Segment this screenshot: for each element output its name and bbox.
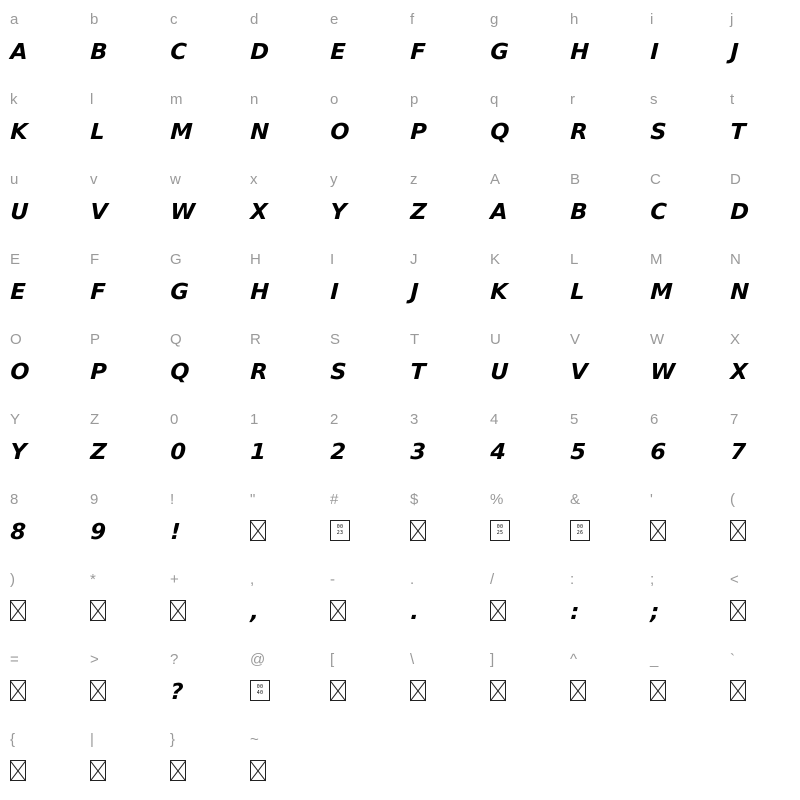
glyph-char-label: ; bbox=[650, 571, 655, 588]
glyph-char-label: V bbox=[570, 331, 581, 348]
glyph-char-label: . bbox=[410, 571, 415, 588]
glyph-cell bbox=[480, 400, 560, 480]
glyph-cell bbox=[160, 240, 240, 320]
missing-glyph-box-icon bbox=[170, 760, 186, 781]
glyph-cell bbox=[240, 320, 320, 400]
glyph-sample: 6 bbox=[649, 440, 667, 465]
glyph-char-label: Y bbox=[10, 411, 21, 428]
glyph-cell bbox=[80, 640, 160, 720]
glyph-cell bbox=[320, 0, 400, 80]
glyph-char-label: O bbox=[10, 331, 22, 348]
glyph-sample: W bbox=[649, 360, 677, 385]
glyph-char-label: > bbox=[90, 651, 99, 668]
glyph-cell bbox=[240, 400, 320, 480]
glyph-cell bbox=[720, 720, 800, 800]
glyph-char-label: < bbox=[730, 571, 739, 588]
glyph-sample: 8 bbox=[9, 520, 27, 545]
glyph-cell bbox=[480, 720, 560, 800]
missing-glyph-box-icon bbox=[10, 760, 26, 781]
glyph-cell bbox=[720, 480, 800, 560]
glyph-cell bbox=[80, 320, 160, 400]
glyph-char-label: p bbox=[410, 91, 419, 108]
glyph-sample: : bbox=[569, 600, 581, 625]
glyph-cell bbox=[400, 80, 480, 160]
glyph-cell bbox=[640, 240, 720, 320]
glyph-cell bbox=[320, 320, 400, 400]
glyph-cell bbox=[320, 560, 400, 640]
glyph-char-label: Q bbox=[170, 331, 182, 348]
glyph-char-label: c bbox=[170, 11, 178, 28]
glyph-char-label: t bbox=[730, 91, 735, 108]
glyph-sample: 2 bbox=[329, 440, 347, 465]
glyph-char-label: 5 bbox=[570, 411, 579, 428]
glyph-sample: N bbox=[249, 120, 271, 145]
glyph-char-label: A bbox=[490, 171, 501, 188]
glyph-char-label: 4 bbox=[490, 411, 499, 428]
missing-glyph-box-icon bbox=[650, 680, 666, 701]
glyph-char-label: o bbox=[330, 91, 339, 108]
glyph-sample: G bbox=[169, 280, 190, 305]
glyph-cell bbox=[560, 480, 640, 560]
glyph-cell bbox=[560, 0, 640, 80]
glyph-sample: G bbox=[489, 40, 510, 65]
glyph-char-label: u bbox=[10, 171, 19, 188]
glyph-cell bbox=[240, 640, 320, 720]
glyph-char-label: % bbox=[490, 491, 504, 508]
glyph-sample: M bbox=[649, 280, 674, 305]
missing-glyph-box-icon bbox=[330, 600, 346, 621]
glyph-cell bbox=[480, 0, 560, 80]
glyph-cell bbox=[240, 80, 320, 160]
glyph-cell bbox=[560, 640, 640, 720]
glyph-cell bbox=[240, 560, 320, 640]
glyph-sample: P bbox=[89, 360, 108, 385]
missing-glyph-box-icon bbox=[650, 520, 666, 541]
glyph-sample: J bbox=[729, 40, 740, 65]
missing-glyph-box-icon bbox=[90, 680, 106, 701]
glyph-char-label: 0 bbox=[170, 411, 179, 428]
glyph-char-label: ] bbox=[490, 651, 495, 668]
glyph-cell bbox=[320, 640, 400, 720]
glyph-cell bbox=[80, 160, 160, 240]
glyph-cell bbox=[320, 160, 400, 240]
glyph-cell bbox=[0, 640, 80, 720]
glyph-char-label: g bbox=[490, 11, 499, 28]
glyph-cell bbox=[160, 320, 240, 400]
missing-glyph-box-icon bbox=[730, 680, 746, 701]
glyph-char-label: * bbox=[90, 571, 96, 588]
glyph-char-label: b bbox=[90, 11, 99, 28]
glyph-cell bbox=[480, 80, 560, 160]
glyph-char-label: l bbox=[90, 91, 94, 108]
glyph-cell bbox=[0, 0, 80, 80]
glyph-sample: T bbox=[729, 120, 747, 145]
glyph-cell bbox=[560, 240, 640, 320]
glyph-sample: Z bbox=[409, 200, 428, 225]
glyph-cell bbox=[560, 160, 640, 240]
hex-codepoint-box-icon: 00 26 bbox=[570, 520, 590, 541]
glyph-char-label: 1 bbox=[250, 411, 259, 428]
glyph-cell bbox=[720, 320, 800, 400]
glyph-char-label: m bbox=[170, 91, 183, 108]
glyph-sample: Z bbox=[89, 440, 108, 465]
glyph-char-label: M bbox=[650, 251, 663, 268]
glyph-sample: U bbox=[489, 360, 510, 385]
glyph-char-label: P bbox=[90, 331, 101, 348]
glyph-cell bbox=[400, 560, 480, 640]
glyph-cell bbox=[80, 240, 160, 320]
glyph-char-label: S bbox=[330, 331, 341, 348]
glyph-sample: F bbox=[409, 40, 427, 65]
glyph-sample: D bbox=[729, 200, 750, 225]
glyph-cell bbox=[560, 560, 640, 640]
glyph-cell bbox=[240, 240, 320, 320]
glyph-sample: A bbox=[489, 200, 509, 225]
glyph-cell bbox=[160, 480, 240, 560]
glyph-cell bbox=[80, 560, 160, 640]
glyph-sample: D bbox=[249, 40, 270, 65]
missing-glyph-box-icon bbox=[490, 600, 506, 621]
glyph-sample: K bbox=[489, 280, 509, 305]
glyph-char-label: H bbox=[250, 251, 261, 268]
glyph-cell bbox=[80, 720, 160, 800]
glyph-sample: Q bbox=[169, 360, 191, 385]
glyph-char-label: 9 bbox=[90, 491, 99, 508]
glyph-cell bbox=[240, 0, 320, 80]
glyph-char-label: 2 bbox=[330, 411, 339, 428]
glyph-sample: 1 bbox=[249, 440, 267, 465]
glyph-cell bbox=[160, 400, 240, 480]
glyph-char-label: k bbox=[10, 91, 18, 108]
glyph-char-label: [ bbox=[330, 651, 335, 668]
glyph-sample: B bbox=[89, 40, 109, 65]
glyph-cell bbox=[320, 80, 400, 160]
glyph-sample: V bbox=[569, 360, 589, 385]
glyph-sample: C bbox=[649, 200, 668, 225]
glyph-char-label: f bbox=[410, 11, 415, 28]
glyph-sample: , bbox=[249, 600, 260, 625]
glyph-sample: V bbox=[89, 200, 109, 225]
glyph-char-label: 6 bbox=[650, 411, 659, 428]
glyph-sample: P bbox=[409, 120, 428, 145]
glyph-char-label: - bbox=[330, 571, 335, 588]
glyph-char-label: R bbox=[250, 331, 261, 348]
glyph-char-label: v bbox=[90, 171, 98, 188]
glyph-cell bbox=[0, 560, 80, 640]
glyph-cell bbox=[480, 560, 560, 640]
glyph-cell bbox=[480, 160, 560, 240]
glyph-cell bbox=[480, 480, 560, 560]
missing-glyph-box-icon bbox=[490, 680, 506, 701]
glyph-sample: X bbox=[729, 360, 749, 385]
glyph-char-label: s bbox=[650, 91, 658, 108]
glyph-char-label: : bbox=[570, 571, 575, 588]
glyph-cell bbox=[160, 0, 240, 80]
glyph-cell bbox=[720, 80, 800, 160]
glyph-sample: 9 bbox=[89, 520, 107, 545]
glyph-char-label: { bbox=[10, 731, 16, 748]
glyph-sample: E bbox=[329, 40, 347, 65]
glyph-cell bbox=[720, 640, 800, 720]
glyph-cell bbox=[640, 560, 720, 640]
glyph-sample: S bbox=[649, 120, 668, 145]
missing-glyph-box-icon bbox=[10, 680, 26, 701]
glyph-sample: E bbox=[9, 280, 27, 305]
glyph-char-label: | bbox=[90, 731, 94, 748]
glyph-cell bbox=[560, 720, 640, 800]
glyph-sample: ; bbox=[649, 600, 661, 625]
glyph-cell bbox=[400, 240, 480, 320]
glyph-sample: O bbox=[329, 120, 351, 145]
glyph-cell bbox=[720, 560, 800, 640]
glyph-char-label: e bbox=[330, 11, 339, 28]
glyph-sample: ? bbox=[169, 680, 185, 705]
glyph-cell bbox=[0, 400, 80, 480]
glyph-char-label: ` bbox=[730, 651, 735, 668]
glyph-sample: R bbox=[569, 120, 589, 145]
glyph-char-label: 3 bbox=[410, 411, 419, 428]
glyph-cell bbox=[320, 720, 400, 800]
glyph-cell bbox=[400, 720, 480, 800]
glyph-cell bbox=[560, 320, 640, 400]
glyph-cell bbox=[240, 720, 320, 800]
glyph-sample: L bbox=[89, 120, 106, 145]
glyph-char-label: T bbox=[410, 331, 420, 348]
glyph-char-label: F bbox=[90, 251, 100, 268]
glyph-cell bbox=[640, 80, 720, 160]
glyph-char-label: ^ bbox=[570, 651, 578, 668]
hex-codepoint-box-icon: 00 23 bbox=[330, 520, 350, 541]
glyph-cell bbox=[160, 560, 240, 640]
missing-glyph-box-icon bbox=[730, 520, 746, 541]
glyph-cell bbox=[0, 160, 80, 240]
glyph-sample: F bbox=[89, 280, 107, 305]
glyph-sample: 5 bbox=[569, 440, 587, 465]
glyph-sample: B bbox=[569, 200, 589, 225]
missing-glyph-box-icon bbox=[90, 760, 106, 781]
glyph-cell bbox=[160, 80, 240, 160]
glyph-sample: T bbox=[409, 360, 427, 385]
glyph-char-label: _ bbox=[650, 651, 659, 668]
glyph-sample: 7 bbox=[729, 440, 747, 465]
glyph-char-label: i bbox=[650, 11, 654, 28]
glyph-sample: Y bbox=[329, 200, 348, 225]
glyph-cell bbox=[720, 240, 800, 320]
glyph-char-label: E bbox=[10, 251, 21, 268]
glyph-sample: U bbox=[9, 200, 30, 225]
glyph-char-label: = bbox=[10, 651, 19, 668]
missing-glyph-box-icon bbox=[330, 680, 346, 701]
glyph-cell bbox=[720, 400, 800, 480]
glyph-cell bbox=[640, 0, 720, 80]
glyph-char-label: ) bbox=[10, 571, 15, 588]
glyph-char-label: I bbox=[330, 251, 335, 268]
glyph-sample: W bbox=[169, 200, 197, 225]
glyph-sample: K bbox=[9, 120, 29, 145]
glyph-char-label: ! bbox=[170, 491, 175, 508]
glyph-cell bbox=[80, 0, 160, 80]
glyph-cell bbox=[0, 80, 80, 160]
glyph-char-label: U bbox=[490, 331, 501, 348]
glyph-char-label: r bbox=[570, 91, 575, 108]
glyph-cell bbox=[640, 320, 720, 400]
glyph-cell bbox=[640, 480, 720, 560]
glyph-cell bbox=[400, 0, 480, 80]
glyph-char-label: N bbox=[730, 251, 741, 268]
glyph-sample: S bbox=[329, 360, 348, 385]
glyph-char-label: ~ bbox=[250, 731, 259, 748]
glyph-char-label: K bbox=[490, 251, 501, 268]
glyph-char-label: z bbox=[410, 171, 418, 188]
glyph-cell bbox=[640, 720, 720, 800]
glyph-cell bbox=[80, 400, 160, 480]
missing-glyph-box-icon bbox=[10, 600, 26, 621]
glyph-cell bbox=[0, 720, 80, 800]
glyph-sample: M bbox=[169, 120, 194, 145]
glyph-cell bbox=[560, 400, 640, 480]
glyph-sample: 3 bbox=[409, 440, 427, 465]
glyph-char-label: ( bbox=[730, 491, 735, 508]
glyph-sample: H bbox=[569, 40, 591, 65]
glyph-char-label: 8 bbox=[10, 491, 19, 508]
glyph-char-label: B bbox=[570, 171, 581, 188]
glyph-cell bbox=[640, 640, 720, 720]
missing-glyph-box-icon bbox=[570, 680, 586, 701]
glyph-sample: O bbox=[9, 360, 31, 385]
glyph-char-label: Z bbox=[90, 411, 100, 428]
glyph-cell bbox=[400, 160, 480, 240]
glyph-cell bbox=[240, 480, 320, 560]
glyph-char-label: q bbox=[490, 91, 499, 108]
glyph-char-label: n bbox=[250, 91, 259, 108]
missing-glyph-box-icon bbox=[410, 520, 426, 541]
glyph-sample: L bbox=[569, 280, 586, 305]
glyph-cell bbox=[640, 160, 720, 240]
glyph-cell bbox=[400, 320, 480, 400]
missing-glyph-box-icon bbox=[730, 600, 746, 621]
hex-codepoint-box-icon: 00 40 bbox=[250, 680, 270, 701]
glyph-cell bbox=[400, 400, 480, 480]
glyph-cell bbox=[0, 240, 80, 320]
glyph-cell bbox=[560, 80, 640, 160]
glyph-char-label: D bbox=[730, 171, 741, 188]
glyph-char-label: ? bbox=[170, 651, 179, 668]
glyph-char-label: # bbox=[330, 491, 339, 508]
glyph-char-label: , bbox=[250, 571, 255, 588]
glyph-sample: Q bbox=[489, 120, 511, 145]
glyph-char-label: \ bbox=[410, 651, 415, 668]
glyph-char-label: 7 bbox=[730, 411, 739, 428]
glyph-char-label: } bbox=[170, 731, 176, 748]
glyph-cell bbox=[480, 320, 560, 400]
glyph-sample: I bbox=[649, 40, 660, 65]
glyph-char-label: d bbox=[250, 11, 259, 28]
glyph-cell bbox=[400, 640, 480, 720]
glyph-sample: A bbox=[9, 40, 29, 65]
glyph-cell bbox=[480, 240, 560, 320]
glyph-cell bbox=[0, 480, 80, 560]
missing-glyph-box-icon bbox=[90, 600, 106, 621]
glyph-cell bbox=[320, 240, 400, 320]
glyph-sample: ! bbox=[169, 520, 182, 545]
glyph-cell bbox=[480, 640, 560, 720]
glyph-char-label: j bbox=[730, 11, 734, 28]
glyph-sample: Y bbox=[9, 440, 28, 465]
glyph-char-label: a bbox=[10, 11, 19, 28]
glyph-cell bbox=[160, 720, 240, 800]
glyph-cell bbox=[240, 160, 320, 240]
glyph-char-label: / bbox=[490, 571, 495, 588]
missing-glyph-box-icon bbox=[410, 680, 426, 701]
glyph-char-label: " bbox=[250, 491, 256, 508]
glyph-sample: H bbox=[249, 280, 271, 305]
glyph-cell bbox=[160, 640, 240, 720]
glyph-char-label: y bbox=[330, 171, 338, 188]
hex-codepoint-box-icon: 00 25 bbox=[490, 520, 510, 541]
glyph-cell bbox=[720, 0, 800, 80]
glyph-sample: 4 bbox=[489, 440, 507, 465]
glyph-char-label: J bbox=[410, 251, 418, 268]
glyph-cell bbox=[640, 400, 720, 480]
missing-glyph-box-icon bbox=[250, 520, 266, 541]
glyph-char-label: x bbox=[250, 171, 258, 188]
glyph-char-label: + bbox=[170, 571, 179, 588]
glyph-cell bbox=[320, 400, 400, 480]
glyph-char-label: @ bbox=[250, 651, 266, 668]
glyph-char-label: h bbox=[570, 11, 579, 28]
glyph-char-label: C bbox=[650, 171, 661, 188]
glyph-cell bbox=[0, 320, 80, 400]
glyph-cell bbox=[320, 480, 400, 560]
glyph-cell bbox=[80, 480, 160, 560]
glyph-sample: C bbox=[169, 40, 188, 65]
glyph-char-label: X bbox=[730, 331, 741, 348]
glyph-char-label: $ bbox=[410, 491, 419, 508]
glyph-sample: . bbox=[409, 600, 420, 625]
missing-glyph-box-icon bbox=[250, 760, 266, 781]
glyph-sample: N bbox=[729, 280, 751, 305]
glyph-sample: 0 bbox=[169, 440, 187, 465]
glyph-sample: J bbox=[409, 280, 420, 305]
glyph-char-label: & bbox=[570, 491, 581, 508]
glyph-char-label: W bbox=[650, 331, 665, 348]
glyph-sample: I bbox=[329, 280, 340, 305]
glyph-char-label: ' bbox=[650, 491, 653, 508]
glyph-cell bbox=[160, 160, 240, 240]
glyph-sample: R bbox=[249, 360, 269, 385]
glyph-sample: X bbox=[249, 200, 269, 225]
missing-glyph-box-icon bbox=[170, 600, 186, 621]
glyph-cell bbox=[720, 160, 800, 240]
glyph-char-label: L bbox=[570, 251, 579, 268]
glyph-cell bbox=[80, 80, 160, 160]
glyph-char-label: G bbox=[170, 251, 182, 268]
glyph-char-label: w bbox=[170, 171, 181, 188]
glyph-cell bbox=[400, 480, 480, 560]
